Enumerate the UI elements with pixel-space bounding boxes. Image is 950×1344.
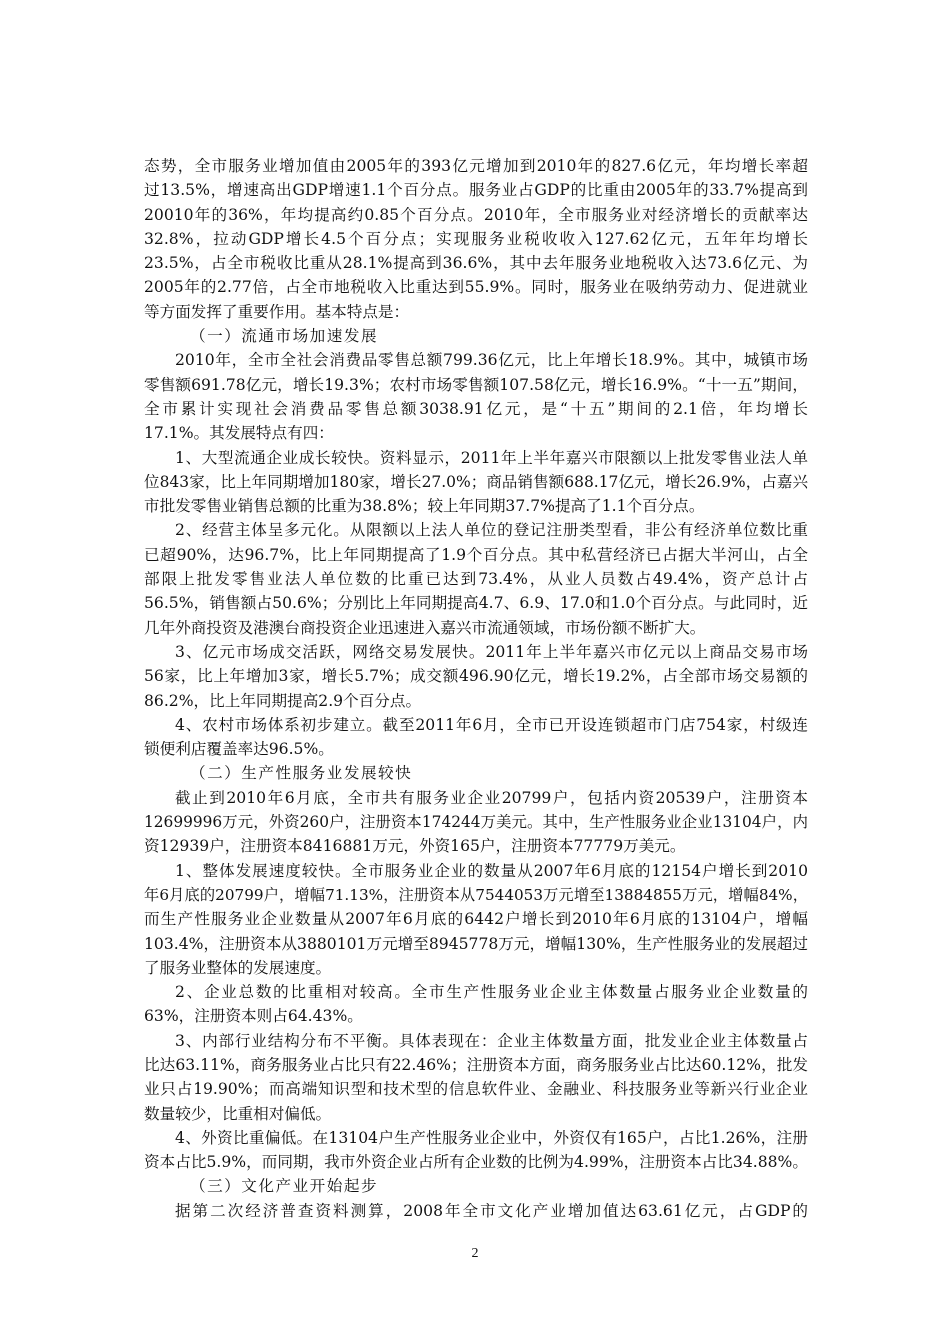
paragraph-line: 2010年，全市全社会消费品零售总额799.36亿元，比上年增长18.9%。其中，城镇市场 (175, 351, 808, 370)
paragraph-line: 12699996万元，外资260户，注册资本174244万美元。其中，生产性服务业企业13104户，内 (144, 813, 808, 832)
paragraph-line: 32.8%，拉动GDP增长4.5个百分点；实现服务业税收收入127.62亿元，五年年均增长 (144, 229, 808, 248)
paragraph-line: 态势，全市服务业增加值由2005年的393亿元增加到2010年的827.6亿元，年均增长率超 (144, 157, 808, 175)
paragraph-line: 零售额691.78亿元，增长19.3%；农村市场零售额107.58亿元，增长16.9%。“十一五”期间， (144, 375, 808, 394)
paragraph-line: 3、亿元市场成交活跃，网络交易发展快。2011年上半年嘉兴市亿元以上商品交易市场 (175, 642, 808, 661)
paragraph-line: 2005年的2.77倍，占全市地税收入比重达到55.9%。同时，服务业在吸纳劳动力、促进就业 (144, 278, 808, 297)
paragraph-line: 几年外商投资及港澳台商投资企业迅速进入嘉兴市流通领域，市场份额不断扩大。 (144, 618, 706, 637)
paragraph-line: 4、农村市场体系初步建立。截至2011年6月，全市已开设连锁超市门店754家，村级连 (175, 715, 808, 734)
paragraph-line: 资本占比5.9%，而同期，我市外资企业占所有企业数的比例为4.99%，注册资本占比34.88%。 (144, 1153, 808, 1172)
paragraph-line: 56.5%，销售额占50.6%；分别比上年同期提高4.7、6.9、17.0和1.0个百分点。与此同时，近 (144, 594, 808, 613)
paragraph-line: 位843家，比上年同期增加180家，增长27.0%；商品销售额688.17亿元，增长26.9%，占嘉兴 (144, 472, 808, 491)
paragraph-line: 63%，注册资本则占64.43%。 (144, 1007, 363, 1026)
paragraph-line: 4、外资比重偏低。在13104户生产性服务业企业中，外资仅有165户，占比1.26%，注册 (175, 1128, 808, 1147)
paragraph-line: 86.2%，比上年同期提高2.9个百分点。 (144, 691, 422, 710)
paragraph-line: 2、经营主体呈多元化。从限额以上法人单位的登记注册类型看，非公有经济单位数比重 (175, 521, 808, 540)
paragraph-line: 23.5%，占全市税收比重从28.1%提高到36.6%，其中去年服务业地税收入达73.6亿元、为 (144, 254, 808, 273)
paragraph-line: 已超90%，达96.7%，比上年同期提高了1.9个百分点。其中私营经济已占据大半河山，占全 (144, 545, 808, 564)
paragraph-line: 17.1%。其发展特点有四： (144, 424, 334, 443)
paragraph-line: 2、企业总数的比重相对较高。全市生产性服务业企业主体数量占服务业企业数量的 (175, 983, 808, 1002)
page-number: 2 (471, 1246, 479, 1261)
paragraph-line: 1、大型流通企业成长较快。资料显示，2011年上半年嘉兴市限额以上批发零售业法人单 (175, 448, 808, 467)
paragraph-line: 等方面发挥了重要作用。基本特点是： (144, 302, 410, 321)
paragraph-line: 103.4%，注册资本从3880101万元增至8945778万元，增幅130%，生产性服务业的发展超过 (144, 934, 808, 953)
paragraph-line: 数量较少，比重相对偏低。 (144, 1104, 332, 1123)
paragraph-line: 而生产性服务业企业数量从2007年6月底的6442户增长到2010年6月底的13104户，增幅 (144, 910, 808, 929)
paragraph-line: 比达63.11%，商务服务业占比只有22.46%；注册资本方面，商务服务业占比达60.12%，批发 (144, 1055, 808, 1074)
paragraph-line: 业只占19.90%；而高端知识型和技术型的信息软件业、金融业、科技服务业等新兴行业企业 (144, 1080, 808, 1099)
paragraph-line: 20010年的36%，年均提高约0.85个百分点。2010年，全市服务业对经济增长的贡献率达 (144, 205, 808, 224)
paragraph-line: 年6月底的20799户，增幅71.13%，注册资本从7544053万元增至13884855万元，增幅84%， (144, 885, 808, 904)
paragraph-line: 1、整体发展速度较快。全市服务业企业的数量从2007年6月底的12154户增长到2010 (175, 861, 808, 880)
section-heading: （一）流通市场加速发展 (190, 327, 379, 346)
paragraph-line: 截止到2010年6月底，全市共有服务业企业20799户，包括内资20539户，注册资本 (175, 788, 808, 807)
paragraph-line: 资12939户，注册资本8416881万元，外资165户，注册资本77779万美元。 (144, 837, 686, 856)
paragraph-line: 3、内部行业结构分布不平衡。具体表现在：企业主体数量方面，批发业企业主体数量占 (175, 1031, 808, 1050)
document-body (144, 154, 808, 1223)
section-heading: （二）生产性服务业发展较快 (190, 764, 413, 783)
paragraph-line: 据第二次经济普查资料测算，2008年全市文化产业增加值达63.61亿元，占GDP的 (175, 1201, 808, 1220)
paragraph-line: 锁便利店覆盖率达96.5%。 (144, 740, 334, 759)
section-heading: （三）文化产业开始起步 (190, 1177, 379, 1196)
paragraph-line: 过13.5%，增速高出GDP增速1.1个百分点。服务业占GDP的比重由2005年的33.7%提高到 (144, 181, 808, 200)
paragraph-line: 56家，比上年增加3家，增长5.7%；成交额496.90亿元，增长19.2%，占全部市场交易额的 (144, 667, 808, 686)
paragraph-line: 了服务业整体的发展速度。 (144, 958, 332, 977)
paragraph-line: 市批发零售业销售总额的比重为38.8%；较上年同期37.7%提高了1.1个百分点。 (144, 497, 705, 516)
paragraph-line: 部限上批发零售业法人单位数的比重已达到73.4%，从业人员数占49.4%，资产总计占 (144, 570, 808, 589)
paragraph-line: 全市累计实现社会消费品零售总额3038.91亿元，是“十五”期间的2.1倍，年均增长 (144, 399, 808, 418)
